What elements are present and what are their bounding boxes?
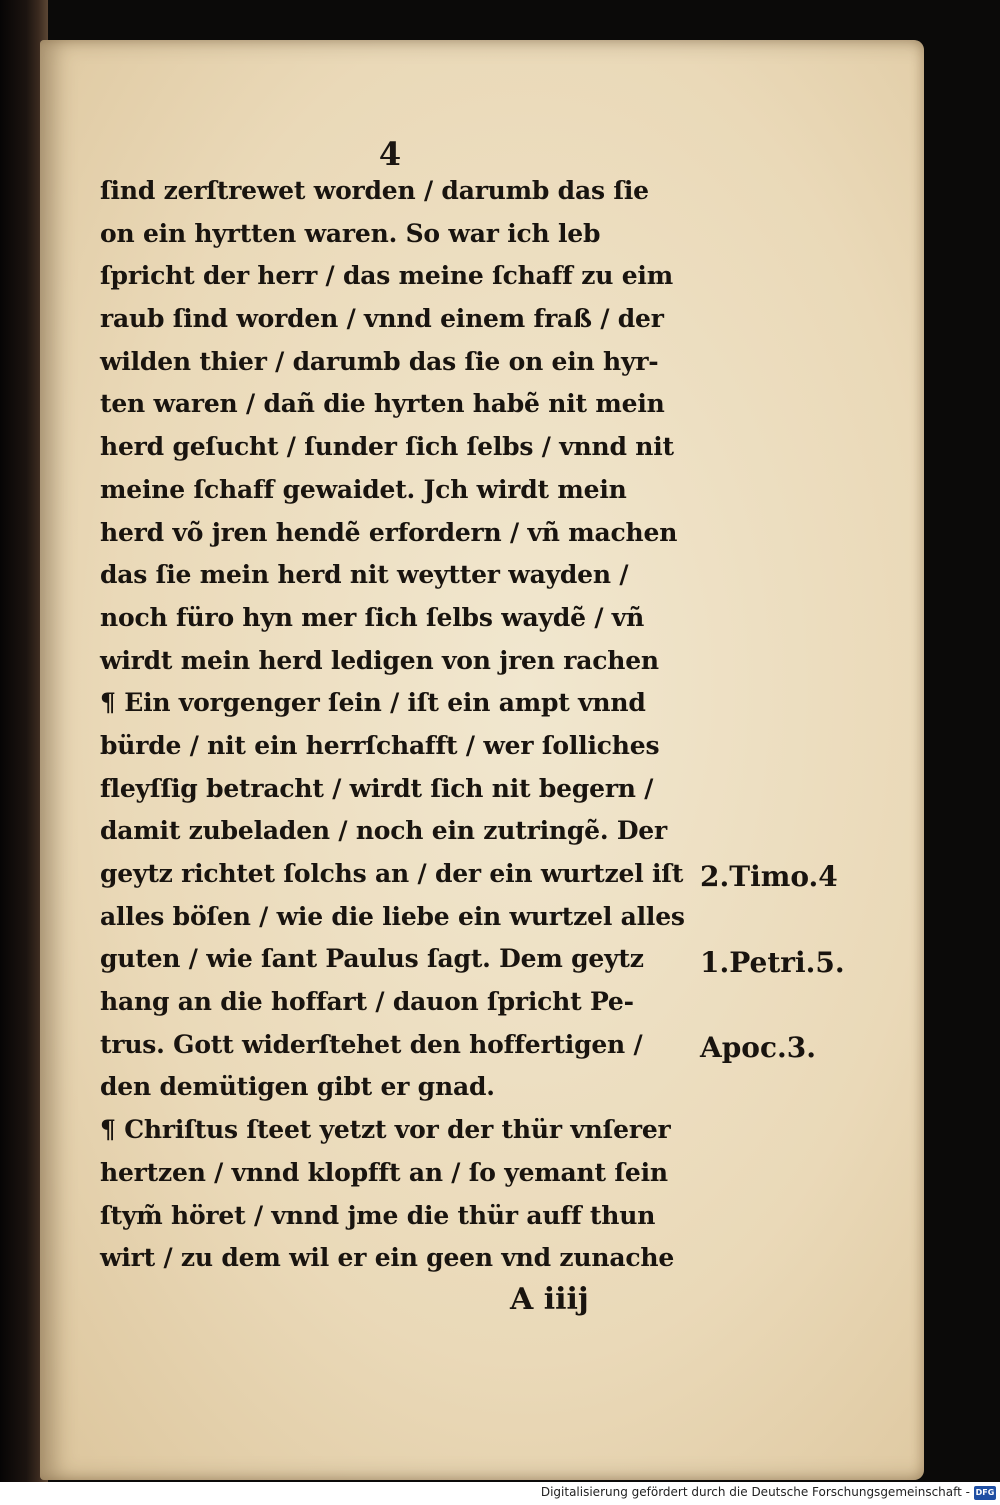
text-line: wirt / zu dem wil er ein geen vnd zunache — [100, 1243, 675, 1273]
text-line: wilden thier / darumb das ſie on ein hyr- — [100, 346, 659, 376]
text-line: ten waren / dañ die hyrten habẽ nit mein — [100, 389, 665, 419]
text-line: trus. Gott widerſtehet den hoffertigen / — [100, 1029, 643, 1059]
text-line: ſtym̃ höret / vnnd jme die thür auff thun — [100, 1200, 656, 1230]
text-line: hang an die hoffart / dauon ſpricht Pe- — [100, 987, 634, 1017]
text-line: fleyſſig betracht / wirdt ſich nit begern / — [100, 773, 654, 803]
text-line: meine ſchaff gewaidet. Jch wirdt mein — [100, 474, 627, 504]
signature-mark: A iiij — [510, 1282, 589, 1317]
text-line: herd võ jren hendẽ erfordern / vñ machen — [100, 517, 678, 547]
margin-note-timothy: 2.Timo.4 — [700, 860, 838, 893]
margin-note-apocalypse: Apoc.3. — [700, 1031, 817, 1064]
margin-note-peter: 1.Petri.5. — [700, 946, 845, 979]
text-line: raub ſind worden / vnnd einem fraß / der — [100, 304, 664, 334]
text-line: alles böſen / wie die liebe ein wurtzel alles — [100, 901, 685, 931]
text-line: ſpricht der herr / das meine ſchaff zu eim — [100, 261, 673, 291]
text-line: damit zubeladen / noch ein zutringẽ. Der — [100, 816, 667, 846]
footer-bar — [0, 1482, 1000, 1505]
text-line: wirdt mein herd ledigen von jren rachen — [100, 645, 659, 675]
text-line: bürde / nit ein herrſchafft / wer ſolliches — [100, 730, 660, 760]
dfg-logo-icon: DFG — [974, 1486, 996, 1500]
text-line: ſind zerſtrewet worden / darumb das ſie — [100, 176, 649, 205]
text-line: ¶ Chriſtus ſteet yetzt vor der thür vnſerer — [100, 1115, 671, 1145]
text-line: guten / wie ſant Paulus ſagt. Dem geytz — [100, 944, 644, 974]
text-line: ¶ Ein vorgenger ſein / iſt ein ampt vnnd — [100, 688, 646, 718]
text-line: den demütigen gibt er gnad. — [100, 1072, 495, 1102]
page-number: 4 — [378, 135, 402, 173]
text-line: hertzen / vnnd klopfft an / ſo yemant ſein — [100, 1157, 668, 1187]
funding-credit: Digitalisierung gefördert durch die Deutsche Forschungsgemeinschaft - — [540, 1485, 970, 1499]
text-line: das ſie mein herd nit weytter wayden / — [100, 560, 629, 590]
text-line: herd geſucht / ſunder ſich ſelbs / vnnd nit — [100, 432, 674, 462]
text-line: noch füro hyn mer ſich ſelbs waydẽ / vñ — [100, 602, 645, 632]
text-line: geytz richtet ſolchs an / der ein wurtzel iſt — [100, 859, 684, 888]
book-page — [40, 40, 924, 1480]
text-line: on ein hyrtten waren. So war ich leb — [100, 218, 601, 248]
body-text — [100, 170, 700, 1280]
